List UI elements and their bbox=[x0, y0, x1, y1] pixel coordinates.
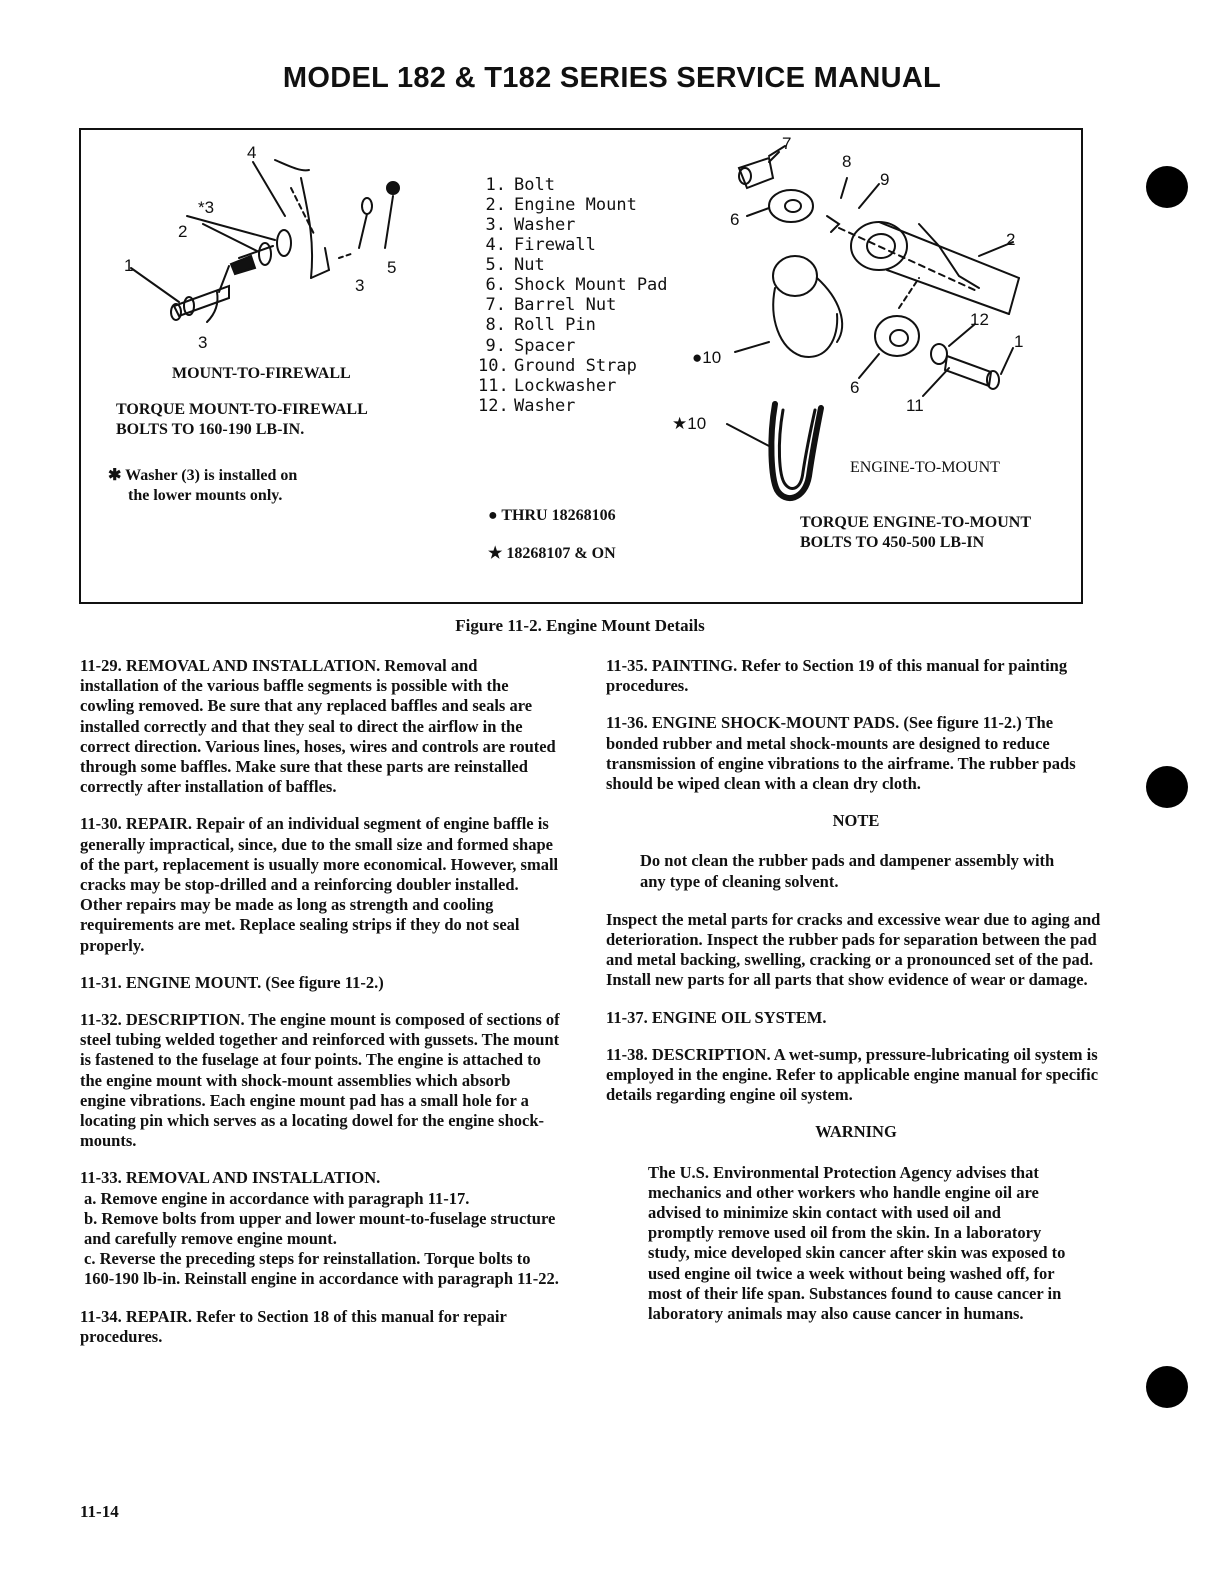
callout-11: 11 bbox=[906, 396, 924, 415]
callout-4: 4 bbox=[247, 143, 257, 162]
engine-to-mount-label: ENGINE-TO-MOUNT bbox=[850, 459, 1000, 476]
paragraph-11-31: 11-31. ENGINE MOUNT. (See figure 11-2.) bbox=[80, 972, 384, 992]
note-body: Do not clean the rubber pads and dampener assembly with any type of cleaning solvent. bbox=[640, 851, 1055, 891]
paragraph-11-30: 11-30. REPAIR. Repair of an individual segment of engine baffle is generally impractical, since, due to the small size and formed shape of the part, replacement is usually more economical. However, small cracks may be stop-drilled and a reinforcing doubler installed. Other repairs may be made as long as strength and cooling requirements are met. Replace sealing strips if they do not seal properly. bbox=[80, 814, 559, 955]
washer-note-line-2: the lower mounts only. bbox=[128, 487, 283, 504]
paragraph-11-33-heading: 11-33. REMOVAL AND INSTALLATION. bbox=[80, 1168, 381, 1188]
inspection-paragraph: Inspect the metal parts for cracks and excessive wear due to aging and deterioration. Inspect the rubber pads for separation between the pad and metal backing, swelling, cracking or a pronounced set of the pad. Install new parts for all parts that show evidence of wear or damage. bbox=[606, 909, 1101, 990]
callout-7: 7 bbox=[782, 134, 792, 153]
punch-hole-top bbox=[1146, 166, 1188, 208]
paragraph-11-34: 11-34. REPAIR. Refer to Section 18 of this manual for repair procedures. bbox=[80, 1306, 507, 1346]
callout-2-right: 2 bbox=[1006, 230, 1016, 249]
callout-6-bottom: 6 bbox=[850, 378, 860, 397]
legend-item: 3. Washer bbox=[485, 215, 576, 235]
left-column bbox=[80, 656, 560, 1364]
callout-12: 12 bbox=[970, 310, 989, 329]
paragraph-11-29: 11-29. REMOVAL AND INSTALLATION. Removal and installation of the various baffle segments is possible with the cowling removed. Be sure that any replaced baffles and seals are installed correctly and that they seal to direct the airflow in the correct direction. Various lines, hoses, wires and controls are routed through some baffles. Make sure that these parts are reinstalled correctly after installation of baffles. bbox=[80, 656, 556, 797]
torque-firewall-line-1: TORQUE MOUNT-TO-FIREWALL bbox=[116, 401, 368, 418]
legend-item: 2. Engine Mount bbox=[485, 195, 637, 215]
warning-heading: WARNING bbox=[815, 1122, 897, 1142]
callout-star-10: ★10 bbox=[672, 414, 707, 433]
thru-serial-note: ● THRU 18268106 bbox=[488, 507, 616, 524]
legend-item: 9. Spacer bbox=[485, 336, 576, 356]
legend-item: 1. Bolt bbox=[485, 175, 555, 195]
callout-8: 8 bbox=[842, 152, 852, 171]
punch-hole-middle bbox=[1146, 766, 1188, 808]
paragraph-11-32: 11-32. DESCRIPTION. The engine mount is composed of sections of steel tubing welded together and reinforced with gussets. The mount is fastened to the fuselage at four points. The engine is attached to the engine mount with shock-mount assemblies which absorb engine vibrations. Each engine mount pad has a small hole for a locating pin which serves as a locating dowel for the engine shock-mounts. bbox=[80, 1010, 560, 1151]
torque-firewall-line-2: BOLTS TO 160-190 LB-IN. bbox=[116, 421, 305, 438]
callout-3-bottom: 3 bbox=[198, 333, 208, 352]
figure-caption: Figure 11-2. Engine Mount Details bbox=[455, 616, 705, 635]
paragraph-11-35: 11-35. PAINTING. Refer to Section 19 of this manual for painting procedures. bbox=[606, 656, 1068, 696]
page-title: MODEL 182 & T182 SERIES SERVICE MANUAL bbox=[282, 62, 942, 94]
torque-engine-line-2: BOLTS TO 450-500 LB-IN bbox=[800, 534, 985, 551]
on-serial-note: ★ 18268107 & ON bbox=[488, 545, 616, 562]
punch-hole-bottom bbox=[1146, 1366, 1188, 1408]
legend-item: 7. Barrel Nut bbox=[485, 295, 617, 315]
mount-to-firewall-drawing bbox=[131, 160, 399, 322]
step-b: b. Remove bolts from upper and lower mount-to-fuselage structure and carefully remove engine mount. bbox=[84, 1208, 556, 1249]
paragraph-11-33 bbox=[80, 1168, 560, 1289]
legend-item: 6. Shock Mount Pad bbox=[485, 275, 668, 295]
mount-to-firewall-label: MOUNT-TO-FIREWALL bbox=[172, 365, 351, 382]
callout-dot-10: ●10 bbox=[692, 348, 722, 367]
paragraph-11-36: 11-36. ENGINE SHOCK-MOUNT PADS. (See figure 11-2.) The bonded rubber and metal shock-mounts are designed to reduce transmission of engine vibrations to the airframe. The rubber pads should be wiped clean with a clean dry cloth. bbox=[606, 713, 1076, 794]
washer-note-line-1: ✱ Washer (3) is installed on bbox=[108, 467, 298, 484]
callout-star-3: *3 bbox=[198, 198, 215, 217]
legend-item: 5. Nut bbox=[485, 255, 545, 275]
legend-item: 11. Lockwasher bbox=[478, 376, 617, 396]
callout-5: 5 bbox=[387, 258, 397, 277]
callout-1: 1 bbox=[124, 256, 134, 275]
callout-9: 9 bbox=[880, 170, 890, 189]
torque-engine-line-1: TORQUE ENGINE-TO-MOUNT bbox=[800, 514, 1031, 531]
callout-2: 2 bbox=[178, 222, 188, 241]
callout-1-right: 1 bbox=[1014, 332, 1024, 351]
step-c: c. Reverse the preceding steps for reinstallation. Torque bolts to 160-190 lb-in. Reinstall engine in accordance with paragraph 11-22. bbox=[84, 1249, 559, 1289]
legend-item: 10. Ground Strap bbox=[478, 356, 637, 376]
callout-3-right: 3 bbox=[355, 276, 365, 295]
legend-item: 8. Roll Pin bbox=[485, 315, 596, 335]
step-a: a. Remove engine in accordance with paragraph 11-17. bbox=[84, 1188, 470, 1208]
note-heading: NOTE bbox=[832, 811, 880, 831]
warning-body: The U.S. Environmental Protection Agency advises that mechanics and other workers who handle engine oil are advised to minimize skin contact with used oil and promptly remove used oil from the skin. In a laboratory study, mice developed skin cancer after skin was exposed to used engine oil twice a week without being washed off, for most of their life span. Substances found to cause cancer in laboratory animals may also cause cancer in humans. bbox=[648, 1162, 1066, 1324]
paragraph-11-37: 11-37. ENGINE OIL SYSTEM. bbox=[606, 1007, 827, 1027]
page-number: 11-14 bbox=[80, 1502, 119, 1521]
legend-item: 4. Firewall bbox=[485, 235, 596, 255]
legend-item: 12. Washer bbox=[478, 396, 576, 416]
right-column bbox=[606, 656, 1106, 1324]
paragraph-11-38: 11-38. DESCRIPTION. A wet-sump, pressure-lubricating oil system is employed in the engine. Refer to applicable engine manual for specific details regarding engine oil system. bbox=[606, 1044, 1099, 1105]
callout-6-top: 6 bbox=[730, 210, 740, 229]
